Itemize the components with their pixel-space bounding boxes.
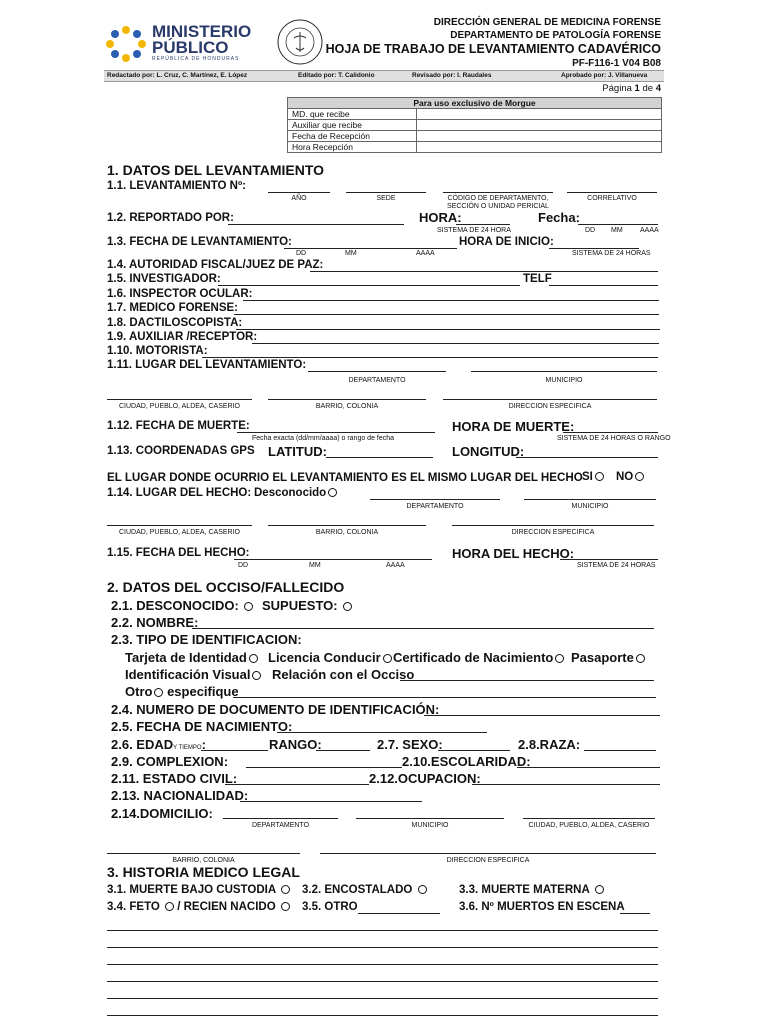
historia-line[interactable] [107,998,658,999]
relacion-field[interactable] [400,680,654,681]
f12-hora-label: HORA: [419,210,462,225]
f27-label: 2.7. SEXO: [377,737,443,752]
f112-fecha-field[interactable] [237,432,435,433]
f26-label: 2.6. EDADY TIEMPO: [111,737,206,752]
caption: DD [296,250,307,257]
radio-licencia[interactable] [383,654,392,663]
caption: DIRECCION ESPECIFICA [446,857,530,863]
caption: SISTEMA DE 24 HORAS [577,562,656,569]
document-code: PF-F116-1 V04 B08 [572,58,661,69]
f12-fecha-label: Fecha: [538,210,580,225]
caption: AAAA [386,562,405,569]
f13-hora-label: HORA DE INICIO: [459,236,554,248]
morgue-field[interactable] [417,142,662,153]
f11-codigo-field[interactable] [443,192,553,193]
caption: SECCIÓN O UNIDAD PERICIAL [447,203,549,210]
f114-label: 1.14. LUGAR DEL HECHO: [107,487,252,499]
f32[interactable]: 3.2. ENCOSTALADO [302,884,427,896]
opt-licencia[interactable]: Licencia Conducir [268,650,392,665]
f14-label: 1.4. AUTORIDAD FISCAL/JUEZ DE PAZ: [107,259,324,271]
f110-field[interactable] [202,357,658,358]
f115-label: 1.15. FECHA DEL HECHO: [107,547,250,559]
f11-ano-field[interactable] [268,192,330,193]
departamento-title: DEPARTAMENTO DE PATOLOGÍA FORENSE [450,30,661,41]
f24-label: 2.4. NUMERO DE DOCUMENTO DE IDENTIFICACIÓN: [111,702,440,717]
section-3-title: 3. HISTORIA MEDICO LEGAL [107,864,300,880]
revisado: Revisado por: I. Raudales [412,72,492,79]
f25-field[interactable] [277,732,487,733]
radio-encostalado[interactable] [418,885,427,894]
page-indicator: Página 1 de 4 [602,83,661,94]
opt-pasaporte[interactable]: Pasaporte [571,650,645,665]
opt-tarjeta[interactable]: Tarjeta de Identidad [125,650,258,665]
f26-edad-field[interactable] [201,750,268,751]
morgue-row-label: Auxiliar que recibe [288,120,417,131]
f35-label: 3.5. OTRO [302,901,358,913]
radio-si[interactable] [595,472,604,481]
f13-fecha-field[interactable] [284,248,457,249]
f36-label: 3.6. Nº MUERTOS EN ESCENA [459,901,625,913]
f17-field[interactable] [234,314,659,315]
caption: DEPARTAMENTO [406,503,464,510]
caption: BARRIO, COLONIA [315,403,379,410]
f214-direccion-field[interactable] [320,853,656,854]
caption: CIUDAD, PUEBLO, ALDEA, CASERIO [528,822,650,829]
f111-label: 1.11. LUGAR DEL LEVANTAMIENTO: [107,359,307,371]
logo-icon [104,24,148,62]
f212-label: 2.12.OCUPACION: [369,771,481,786]
caption: DIRECCION ESPECIFICA [508,403,592,410]
mismo-no[interactable]: NO [616,471,644,483]
f214-municipio-field[interactable] [356,818,504,819]
radio-recien-nacido[interactable] [281,902,290,911]
document-title: HOJA DE TRABAJO DE LEVANTAMIENTO CADAVÉRICO [325,42,661,56]
redactado: Redactado por: L. Cruz, C. Martínez, E. López [107,72,248,79]
f14-field[interactable] [310,271,658,272]
f213-field[interactable] [240,801,422,802]
radio-tarjeta[interactable] [249,654,258,663]
f214-ciudad-field[interactable] [523,818,655,819]
morgue-title: Para uso exclusivo de Morgue [288,98,662,109]
f113-lon-label: LONGITUD: [452,444,525,459]
section-1-title: 1. DATOS DEL LEVANTAMIENTO [107,162,325,178]
morgue-row-label: Fecha de Recepción [288,131,417,142]
f12-hora-field[interactable] [456,224,510,225]
f35-field[interactable] [358,913,440,914]
f24-field[interactable] [424,715,660,716]
caption: SISTEMA DE 24 HORA [437,227,511,234]
aprobado: Aprobado por: J. Villanueva [561,72,648,79]
caption: CIUDAD, PUEBLO, ALDEA, CASERIO [119,403,240,410]
morgue-field[interactable] [417,120,662,131]
f17-label: 1.7. MEDICO FORENSE: [107,302,238,314]
opt-visual[interactable]: Identificación Visual [125,667,261,682]
f18-label: 1.8. DACTILOSCOPISTA: [107,317,243,329]
f28-raza-field[interactable] [584,750,656,751]
caption: MM [309,562,321,569]
f210-label: 2.10.ESCOLARIDAD: [402,754,531,769]
f11-correlativo-field[interactable] [567,192,657,193]
caption: MM [345,250,357,257]
f113-lat-field[interactable] [326,457,433,458]
org-name-2: PÚBLICO [152,38,229,57]
f15-telf-field[interactable] [549,285,658,286]
caption: SISTEMA DE 24 HORAS O RANGO [557,435,671,442]
f213-label: 2.13. NACIONALIDAD: [111,788,249,803]
caption: BARRIO, COLONIA [172,857,235,863]
f15-field[interactable] [218,285,520,286]
radio-feto[interactable] [165,902,174,911]
seal-icon [276,18,324,66]
caption: DD [585,227,596,234]
org-sub: REPÚBLICA DE HONDURAS [152,56,240,62]
f22-label: 2.2. NOMBRE: [111,615,199,630]
f111-departamento-field[interactable] [308,371,446,372]
historia-line[interactable] [107,1015,658,1016]
caption: CIUDAD, PUEBLO, ALDEA, CASERIO [119,529,240,536]
historia-line[interactable] [107,981,658,982]
f12-fecha-field[interactable] [578,224,658,225]
caption: MUNICIPIO [545,377,583,384]
caption: SISTEMA DE 24 HORAS [572,250,651,257]
section-2-title: 2. DATOS DEL OCCISO/FALLECIDO [107,579,345,595]
caption: SEDE [376,195,396,202]
editado: Editado por: T. Calidonio [298,72,375,79]
otro-especifique-field[interactable] [233,697,656,698]
f114-desconocido[interactable]: Desconocido [254,487,337,499]
f111-municipio-field[interactable] [471,371,657,372]
f114-ciudad-field[interactable] [107,525,252,526]
f12-reportado-field[interactable] [228,224,404,225]
caption: DEPARTAMENTO [348,377,406,384]
morgue-field[interactable] [417,131,662,142]
f113-label: 1.13. COORDENADAS GPS [107,445,255,457]
f211-field[interactable] [225,784,369,785]
historia-line[interactable] [107,947,658,948]
radio-certificado[interactable] [555,654,564,663]
forensic-seal [276,18,324,66]
f26-rango-field[interactable] [316,750,370,751]
f115-hora-field[interactable] [560,559,658,560]
f15-telf-label: TELF [523,273,552,285]
f19-label: 1.9. AUXILIAR /RECEPTOR: [107,331,258,343]
f12-label: 1.2. REPORTADO POR: [107,212,234,224]
radio-materna[interactable] [595,885,604,894]
f21-desconocido[interactable]: 2.1. DESCONOCIDO: [111,598,253,613]
f18-field[interactable] [236,329,660,330]
f114-direccion-field[interactable] [452,525,654,526]
caption: DEPARTAMENTO [251,822,310,829]
morgue-row-label: MD. que recibe [288,109,417,120]
radio-no[interactable] [635,472,644,481]
f16-label: 1.6. INSPECTOR OCULAR: [107,288,253,300]
f214-label: 2.14.DOMICILIO: [111,806,213,821]
f211-label: 2.11. ESTADO CIVIL: [111,771,238,786]
f115-fecha-field[interactable] [234,559,432,560]
f113-lon-field[interactable] [516,457,658,458]
f114-barrio-field[interactable] [268,525,426,526]
radio-pasaporte[interactable] [636,654,645,663]
radio-visual[interactable] [252,671,261,680]
caption: AAAA [640,227,659,234]
f111-barrio-field[interactable] [268,399,426,400]
historia-line[interactable] [107,930,658,931]
mismo-si[interactable]: SI [582,471,604,483]
morgue-table [287,97,662,153]
f28-label: 2.8.RAZA: [518,737,581,752]
caption: DIRECCION ESPECIFICA [511,529,595,536]
f112-hora-field[interactable] [563,432,658,433]
f11-sede-field[interactable] [346,192,426,193]
f15-label: 1.5. INVESTIGADOR: [107,273,221,285]
f19-field[interactable] [252,343,659,344]
morgue-row-label: Hora Recepción [288,142,417,153]
morgue-field[interactable] [417,109,662,120]
f21-supuesto[interactable]: SUPUESTO: [262,598,352,613]
f33[interactable]: 3.3. MUERTE MATERNA [459,884,604,896]
f210-field[interactable] [517,767,660,768]
f113-lat-label: LATITUD: [268,444,327,459]
caption: MUNICIPIO [411,822,449,829]
f34[interactable]: 3.4. FETO / RECIEN NACIDO [107,901,290,913]
radio-desconocido[interactable] [244,602,253,611]
opt-certificado[interactable]: Certificado de Nacimiento [393,650,564,665]
f11-label: 1.1. LEVANTAMIENTO Nº: [107,180,247,192]
f114-departamento-field[interactable] [370,499,500,500]
mismo-lugar-question: EL LUGAR DONDE OCURRIO EL LEVANTAMIENTO ES EL MISMO LUGAR DEL HECHO [107,471,583,484]
f110-label: 1.10. MOTORISTA: [107,345,208,357]
direccion-title: DIRECCIÓN GENERAL DE MEDICINA FORENSE [433,17,661,28]
f212-field[interactable] [472,784,660,785]
opt-otro[interactable]: Otro especifique [125,684,239,699]
f115-hora-label: HORA DEL HECHO: [452,546,575,561]
relacion-label: Relación con el Occiso [272,667,415,682]
f112-label: 1.12. FECHA DE MUERTE: [107,420,250,432]
f16-field[interactable] [243,300,659,301]
radio-supuesto[interactable] [343,602,352,611]
caption: DD [238,562,249,569]
f29-label: 2.9. COMPLEXION: [111,754,229,769]
caption: CORRELATIVO [587,195,637,202]
radio-custodia[interactable] [281,885,290,894]
f29-field[interactable] [246,767,402,768]
caption: BARRIO, COLONIA [315,529,379,536]
caption: MUNICIPIO [571,503,609,510]
f22-nombre-field[interactable] [192,628,654,629]
f26-rango-label: RANGO: [269,737,322,752]
f36-field[interactable] [620,913,650,914]
org-name: MINISTERIO [152,22,252,41]
historia-line[interactable] [107,964,658,965]
f23-label: 2.3. TIPO DE IDENTIFICACION: [111,632,302,647]
f114-municipio-field[interactable] [524,499,656,500]
logo [104,24,148,62]
caption: AAAA [416,250,435,257]
f31[interactable]: 3.1. MUERTE BAJO CUSTODIA [107,884,290,896]
f13-label: 1.3. FECHA DE LEVANTAMIENTO: [107,236,292,248]
caption: MM [611,227,623,234]
f13-hora-field[interactable] [549,248,639,249]
radio-desconocido[interactable] [328,488,337,497]
f214-departamento-field[interactable] [223,818,338,819]
f111-direccion-field[interactable] [443,399,657,400]
caption: AÑO [291,195,307,202]
f27-sexo-field[interactable] [438,750,510,751]
caption: CÓDIGO DE DEPARTAMENTO, [447,195,549,202]
f112-hora-label: HORA DE MUERTE: [452,419,575,434]
f214-barrio-field[interactable] [107,853,300,854]
f111-ciudad-field[interactable] [107,399,252,400]
f25-label: 2.5. FECHA DE NACIMIENTO: [111,719,293,734]
caption: Fecha exacta (dd/mm/aaaa) o rango de fecha [252,435,395,442]
